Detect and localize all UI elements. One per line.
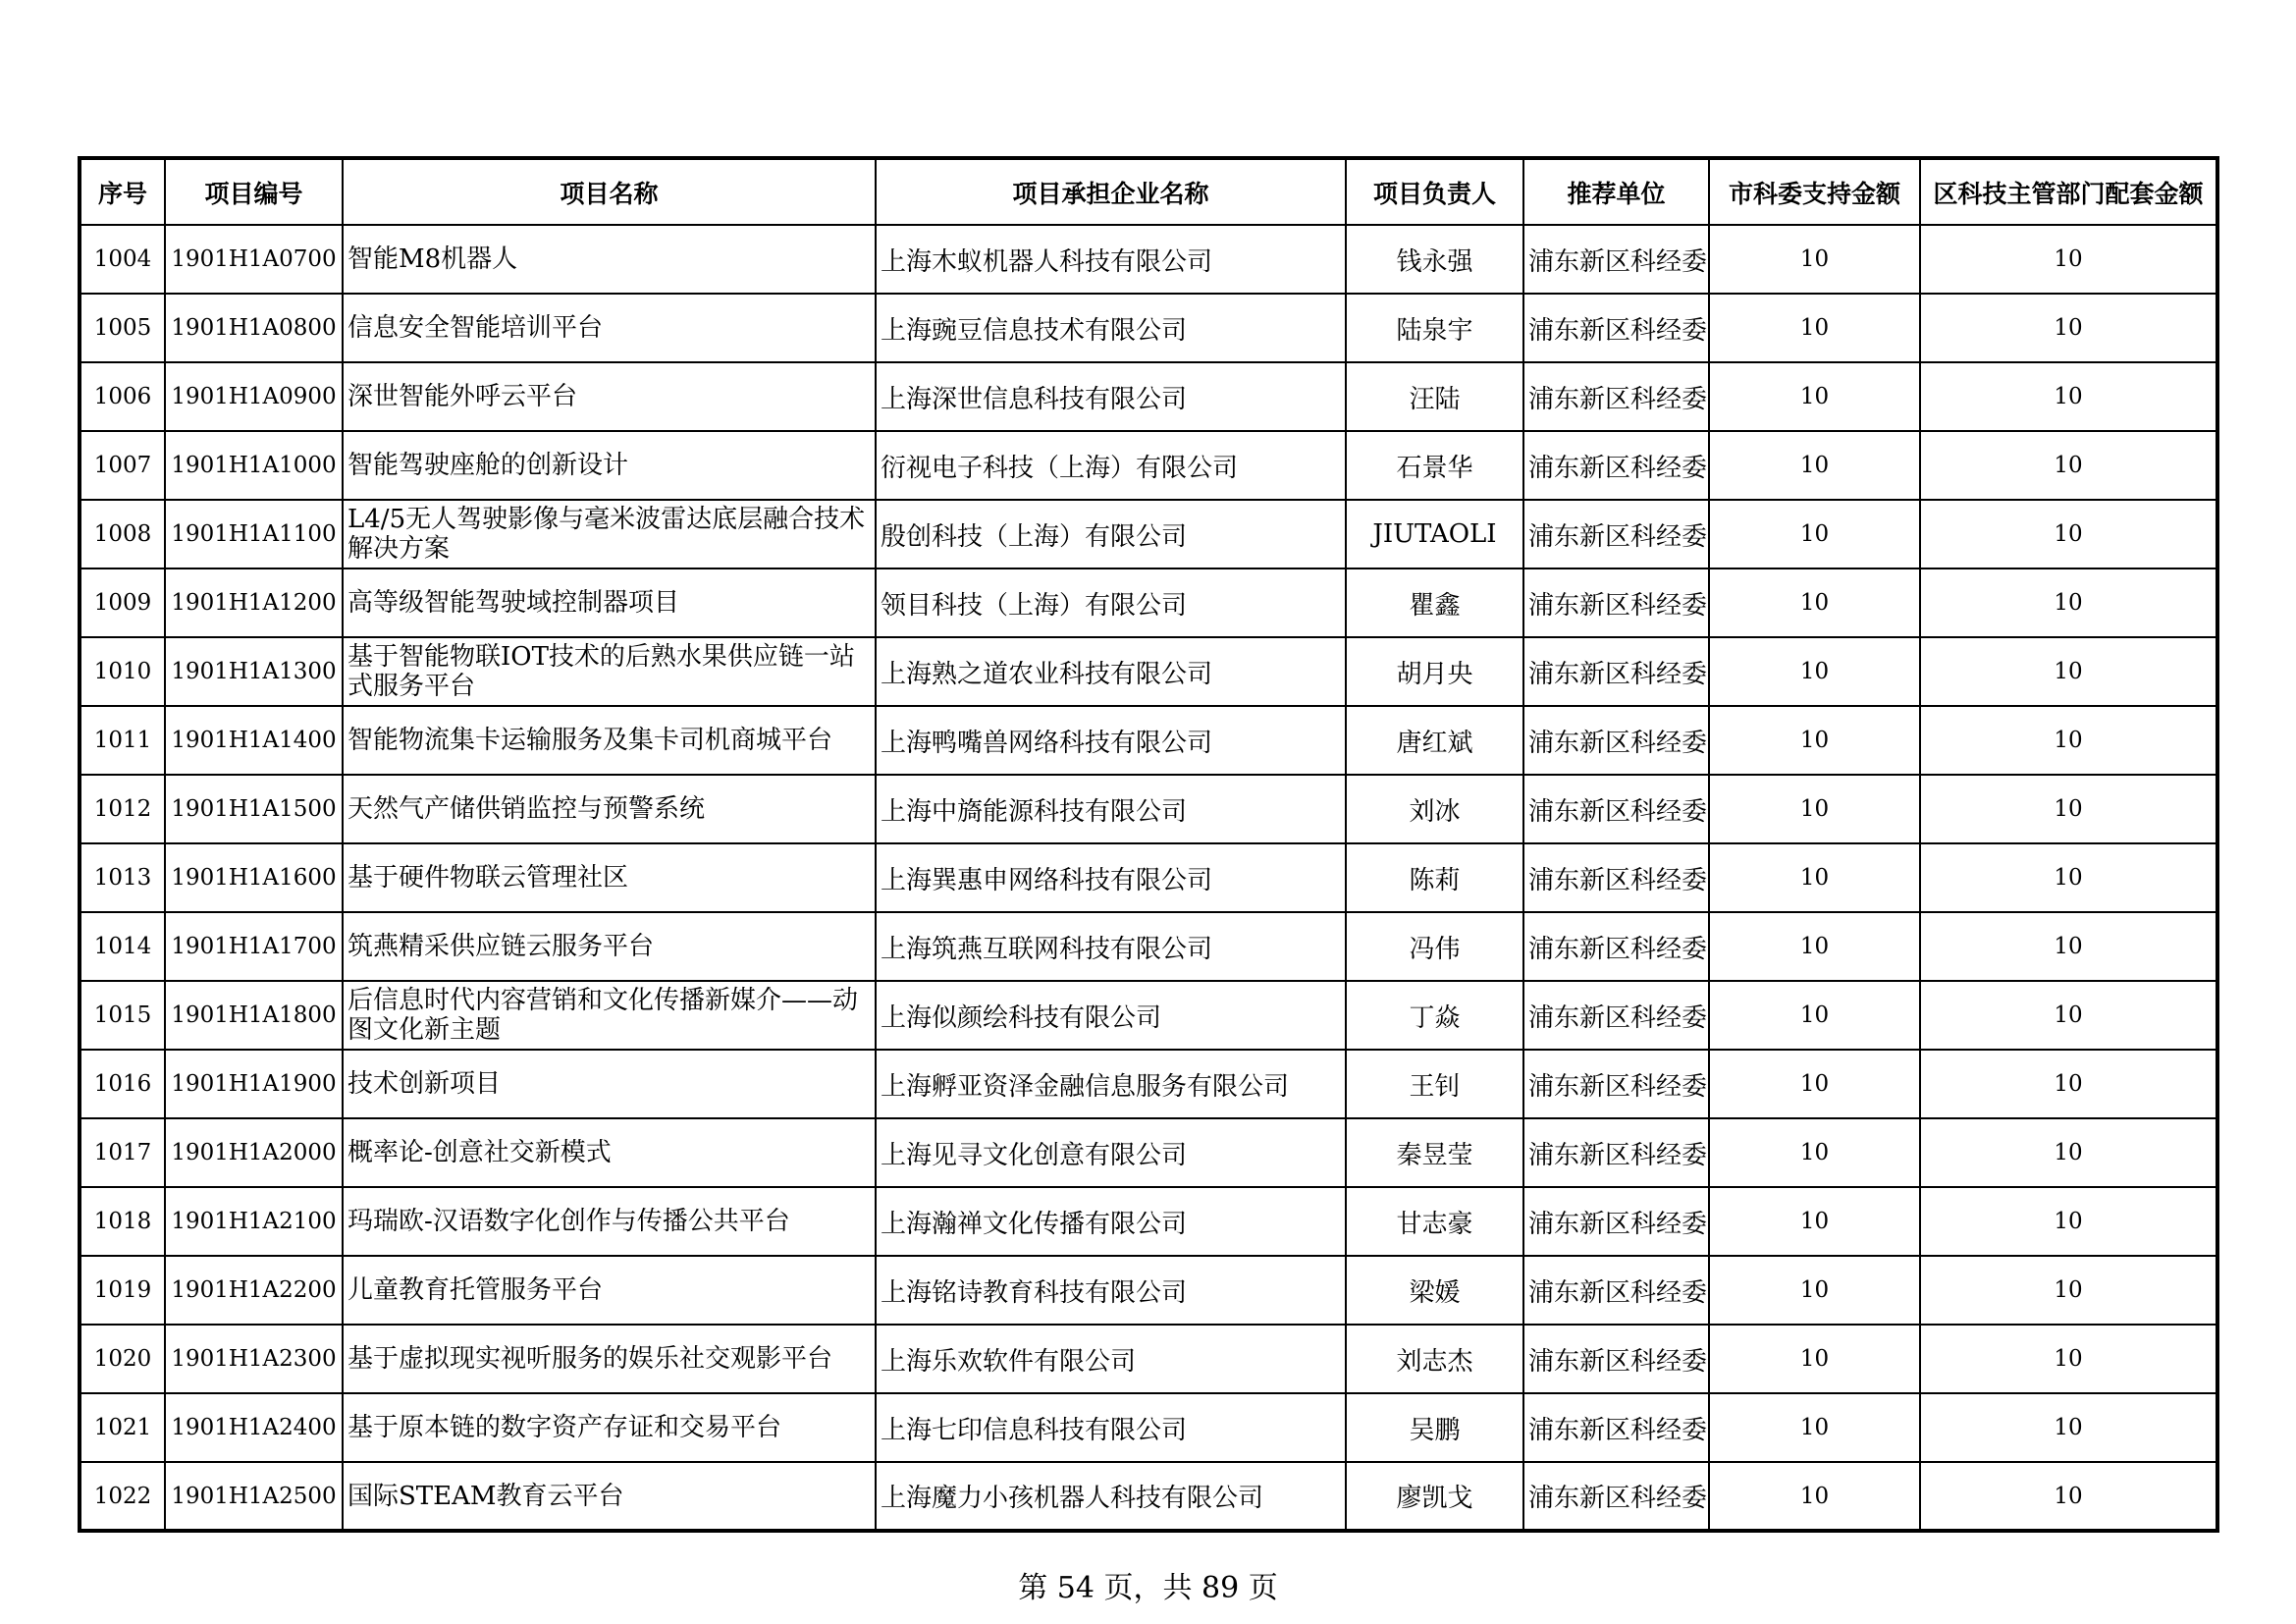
header-row (80, 158, 2217, 225)
cell-district-amount: 10 (1920, 1325, 2217, 1393)
table-body (80, 225, 2217, 1531)
cell-dept: 浦东新区科经委 (1523, 294, 1709, 362)
cell-city-amount: 10 (1709, 706, 1920, 775)
cell-project-name: L4/5无人驾驶影像与毫米波雷达底层融合技术解决方案 (343, 500, 876, 568)
cell-district-amount: 10 (1920, 1462, 2217, 1531)
cell-dept: 浦东新区科经委 (1523, 1325, 1709, 1393)
cell-project-name: 天然气产储供销监控与预警系统 (343, 775, 876, 843)
cell-code: 1901H1A2500 (165, 1462, 343, 1531)
cell-code: 1901H1A1800 (165, 981, 343, 1050)
cell-dept: 浦东新区科经委 (1523, 1256, 1709, 1325)
cell-project-name: 后信息时代内容营销和文化传播新媒介——动图文化新主题 (343, 981, 876, 1050)
cell-dept: 浦东新区科经委 (1523, 225, 1709, 294)
table-row (80, 637, 2217, 706)
cell-city-amount: 10 (1709, 431, 1920, 500)
table-row (80, 1118, 2217, 1187)
cell-project-name: 智能M8机器人 (343, 225, 876, 294)
table-row (80, 294, 2217, 362)
table-row (80, 912, 2217, 981)
cell-company: 上海瀚禅文化传播有限公司 (876, 1187, 1346, 1256)
cell-project-name: 玛瑞欧-汉语数字化创作与传播公共平台 (343, 1187, 876, 1256)
cell-company: 上海木蚁机器人科技有限公司 (876, 225, 1346, 294)
cell-district-amount: 10 (1920, 225, 2217, 294)
cell-seq: 1020 (80, 1325, 165, 1393)
cell-dept: 浦东新区科经委 (1523, 1050, 1709, 1118)
cell-district-amount: 10 (1920, 568, 2217, 637)
cell-city-amount: 10 (1709, 500, 1920, 568)
cell-district-amount: 10 (1920, 637, 2217, 706)
cell-person: 陈莉 (1346, 843, 1523, 912)
cell-district-amount: 10 (1920, 1256, 2217, 1325)
cell-project-name: 智能物流集卡运输服务及集卡司机商城平台 (343, 706, 876, 775)
cell-city-amount: 10 (1709, 912, 1920, 981)
cell-project-name: 儿童教育托管服务平台 (343, 1256, 876, 1325)
cell-city-amount: 10 (1709, 1393, 1920, 1462)
cell-project-name: 深世智能外呼云平台 (343, 362, 876, 431)
cell-city-amount: 10 (1709, 981, 1920, 1050)
cell-project-name: 高等级智能驾驶域控制器项目 (343, 568, 876, 637)
cell-seq: 1005 (80, 294, 165, 362)
cell-city-amount: 10 (1709, 843, 1920, 912)
cell-person: JIUTAOLI (1346, 500, 1523, 568)
table-row (80, 1393, 2217, 1462)
cell-person: 瞿鑫 (1346, 568, 1523, 637)
cell-dept: 浦东新区科经委 (1523, 843, 1709, 912)
cell-city-amount: 10 (1709, 1256, 1920, 1325)
cell-company: 上海豌豆信息技术有限公司 (876, 294, 1346, 362)
cell-company: 上海魔力小孩机器人科技有限公司 (876, 1462, 1346, 1531)
cell-code: 1901H1A2000 (165, 1118, 343, 1187)
cell-seq: 1010 (80, 637, 165, 706)
header-district-amount: 区科技主管部门配套金额 (1920, 158, 2217, 225)
cell-dept: 浦东新区科经委 (1523, 637, 1709, 706)
cell-city-amount: 10 (1709, 775, 1920, 843)
cell-dept: 浦东新区科经委 (1523, 1187, 1709, 1256)
cell-district-amount: 10 (1920, 1187, 2217, 1256)
table-row (80, 1187, 2217, 1256)
cell-city-amount: 10 (1709, 294, 1920, 362)
cell-city-amount: 10 (1709, 1187, 1920, 1256)
cell-company: 上海筑燕互联网科技有限公司 (876, 912, 1346, 981)
cell-code: 1901H1A1300 (165, 637, 343, 706)
cell-person: 刘志杰 (1346, 1325, 1523, 1393)
cell-person: 唐红斌 (1346, 706, 1523, 775)
cell-city-amount: 10 (1709, 568, 1920, 637)
table-row (80, 500, 2217, 568)
cell-code: 1901H1A2200 (165, 1256, 343, 1325)
cell-company: 上海似颜绘科技有限公司 (876, 981, 1346, 1050)
header-company: 项目承担企业名称 (876, 158, 1346, 225)
cell-project-name: 基于智能物联IOT技术的后熟水果供应链一站式服务平台 (343, 637, 876, 706)
table-row (80, 1050, 2217, 1118)
cell-project-name: 概率论-创意社交新模式 (343, 1118, 876, 1187)
table-row (80, 1256, 2217, 1325)
cell-company: 上海孵亚资泽金融信息服务有限公司 (876, 1050, 1346, 1118)
header-dept: 推荐单位 (1523, 158, 1709, 225)
cell-person: 丁焱 (1346, 981, 1523, 1050)
header-city-amount: 市科委支持金额 (1709, 158, 1920, 225)
cell-code: 1901H1A1000 (165, 431, 343, 500)
cell-district-amount: 10 (1920, 775, 2217, 843)
cell-dept: 浦东新区科经委 (1523, 1118, 1709, 1187)
cell-project-name: 技术创新项目 (343, 1050, 876, 1118)
table-row (80, 775, 2217, 843)
cell-code: 1901H1A1400 (165, 706, 343, 775)
cell-district-amount: 10 (1920, 362, 2217, 431)
cell-seq: 1014 (80, 912, 165, 981)
table-row (80, 568, 2217, 637)
cell-dept: 浦东新区科经委 (1523, 981, 1709, 1050)
cell-seq: 1019 (80, 1256, 165, 1325)
cell-person: 秦昱莹 (1346, 1118, 1523, 1187)
cell-code: 1901H1A2300 (165, 1325, 343, 1393)
cell-seq: 1017 (80, 1118, 165, 1187)
cell-dept: 浦东新区科经委 (1523, 912, 1709, 981)
cell-dept: 浦东新区科经委 (1523, 706, 1709, 775)
cell-person: 石景华 (1346, 431, 1523, 500)
cell-seq: 1011 (80, 706, 165, 775)
header-person: 项目负责人 (1346, 158, 1523, 225)
cell-company: 上海熟之道农业科技有限公司 (876, 637, 1346, 706)
cell-city-amount: 10 (1709, 362, 1920, 431)
cell-seq: 1007 (80, 431, 165, 500)
cell-city-amount: 10 (1709, 1325, 1920, 1393)
cell-code: 1901H1A1200 (165, 568, 343, 637)
header-seq: 序号 (80, 158, 165, 225)
cell-person: 钱永强 (1346, 225, 1523, 294)
header-name: 项目名称 (343, 158, 876, 225)
table-row (80, 1325, 2217, 1393)
project-table (78, 156, 2219, 1533)
cell-seq: 1021 (80, 1393, 165, 1462)
cell-district-amount: 10 (1920, 706, 2217, 775)
cell-person: 汪陆 (1346, 362, 1523, 431)
cell-district-amount: 10 (1920, 843, 2217, 912)
cell-district-amount: 10 (1920, 912, 2217, 981)
cell-city-amount: 10 (1709, 1462, 1920, 1531)
cell-seq: 1008 (80, 500, 165, 568)
cell-code: 1901H1A2400 (165, 1393, 343, 1462)
cell-company: 上海中旖能源科技有限公司 (876, 775, 1346, 843)
cell-company: 衍视电子科技（上海）有限公司 (876, 431, 1346, 500)
cell-person: 甘志豪 (1346, 1187, 1523, 1256)
table-row (80, 706, 2217, 775)
cell-person: 刘冰 (1346, 775, 1523, 843)
cell-code: 1901H1A1100 (165, 500, 343, 568)
cell-seq: 1022 (80, 1462, 165, 1531)
cell-seq: 1006 (80, 362, 165, 431)
cell-city-amount: 10 (1709, 1118, 1920, 1187)
cell-project-name: 智能驾驶座舱的创新设计 (343, 431, 876, 500)
cell-city-amount: 10 (1709, 225, 1920, 294)
table-row (80, 362, 2217, 431)
table-row (80, 843, 2217, 912)
cell-seq: 1016 (80, 1050, 165, 1118)
cell-dept: 浦东新区科经委 (1523, 1462, 1709, 1531)
cell-district-amount: 10 (1920, 1118, 2217, 1187)
cell-city-amount: 10 (1709, 1050, 1920, 1118)
cell-code: 1901H1A1700 (165, 912, 343, 981)
cell-person: 吴鹏 (1346, 1393, 1523, 1462)
cell-company: 上海铭诗教育科技有限公司 (876, 1256, 1346, 1325)
table-row (80, 431, 2217, 500)
table-row (80, 225, 2217, 294)
cell-city-amount: 10 (1709, 637, 1920, 706)
cell-person: 胡月央 (1346, 637, 1523, 706)
cell-code: 1901H1A1600 (165, 843, 343, 912)
cell-company: 上海深世信息科技有限公司 (876, 362, 1346, 431)
cell-company: 上海乐欢软件有限公司 (876, 1325, 1346, 1393)
cell-company: 上海巽惠申网络科技有限公司 (876, 843, 1346, 912)
cell-district-amount: 10 (1920, 500, 2217, 568)
cell-project-name: 信息安全智能培训平台 (343, 294, 876, 362)
cell-district-amount: 10 (1920, 294, 2217, 362)
cell-code: 1901H1A2100 (165, 1187, 343, 1256)
cell-project-name: 基于原本链的数字资产存证和交易平台 (343, 1393, 876, 1462)
cell-seq: 1012 (80, 775, 165, 843)
cell-code: 1901H1A1900 (165, 1050, 343, 1118)
cell-company: 上海见寻文化创意有限公司 (876, 1118, 1346, 1187)
cell-company: 领目科技（上海）有限公司 (876, 568, 1346, 637)
cell-code: 1901H1A0900 (165, 362, 343, 431)
cell-dept: 浦东新区科经委 (1523, 500, 1709, 568)
table-row (80, 1462, 2217, 1531)
cell-dept: 浦东新区科经委 (1523, 775, 1709, 843)
cell-person: 王钊 (1346, 1050, 1523, 1118)
cell-code: 1901H1A0700 (165, 225, 343, 294)
cell-project-name: 筑燕精采供应链云服务平台 (343, 912, 876, 981)
cell-seq: 1009 (80, 568, 165, 637)
cell-person: 陆泉宇 (1346, 294, 1523, 362)
cell-seq: 1004 (80, 225, 165, 294)
cell-seq: 1013 (80, 843, 165, 912)
cell-district-amount: 10 (1920, 981, 2217, 1050)
cell-dept: 浦东新区科经委 (1523, 1393, 1709, 1462)
cell-seq: 1018 (80, 1187, 165, 1256)
cell-person: 廖凯戈 (1346, 1462, 1523, 1531)
cell-district-amount: 10 (1920, 431, 2217, 500)
cell-company: 殷创科技（上海）有限公司 (876, 500, 1346, 568)
cell-project-name: 基于虚拟现实视听服务的娱乐社交观影平台 (343, 1325, 876, 1393)
cell-person: 冯伟 (1346, 912, 1523, 981)
table-row (80, 981, 2217, 1050)
cell-code: 1901H1A0800 (165, 294, 343, 362)
cell-code: 1901H1A1500 (165, 775, 343, 843)
cell-company: 上海鸭嘴兽网络科技有限公司 (876, 706, 1346, 775)
cell-company: 上海七印信息科技有限公司 (876, 1393, 1346, 1462)
cell-seq: 1015 (80, 981, 165, 1050)
cell-district-amount: 10 (1920, 1393, 2217, 1462)
cell-project-name: 基于硬件物联云管理社区 (343, 843, 876, 912)
cell-district-amount: 10 (1920, 1050, 2217, 1118)
cell-person: 梁媛 (1346, 1256, 1523, 1325)
cell-project-name: 国际STEAM教育云平台 (343, 1462, 876, 1531)
header-code: 项目编号 (165, 158, 343, 225)
cell-dept: 浦东新区科经委 (1523, 568, 1709, 637)
cell-dept: 浦东新区科经委 (1523, 362, 1709, 431)
page-footer: 第 54 页，共 89 页 (1018, 1571, 1278, 1605)
cell-dept: 浦东新区科经委 (1523, 431, 1709, 500)
